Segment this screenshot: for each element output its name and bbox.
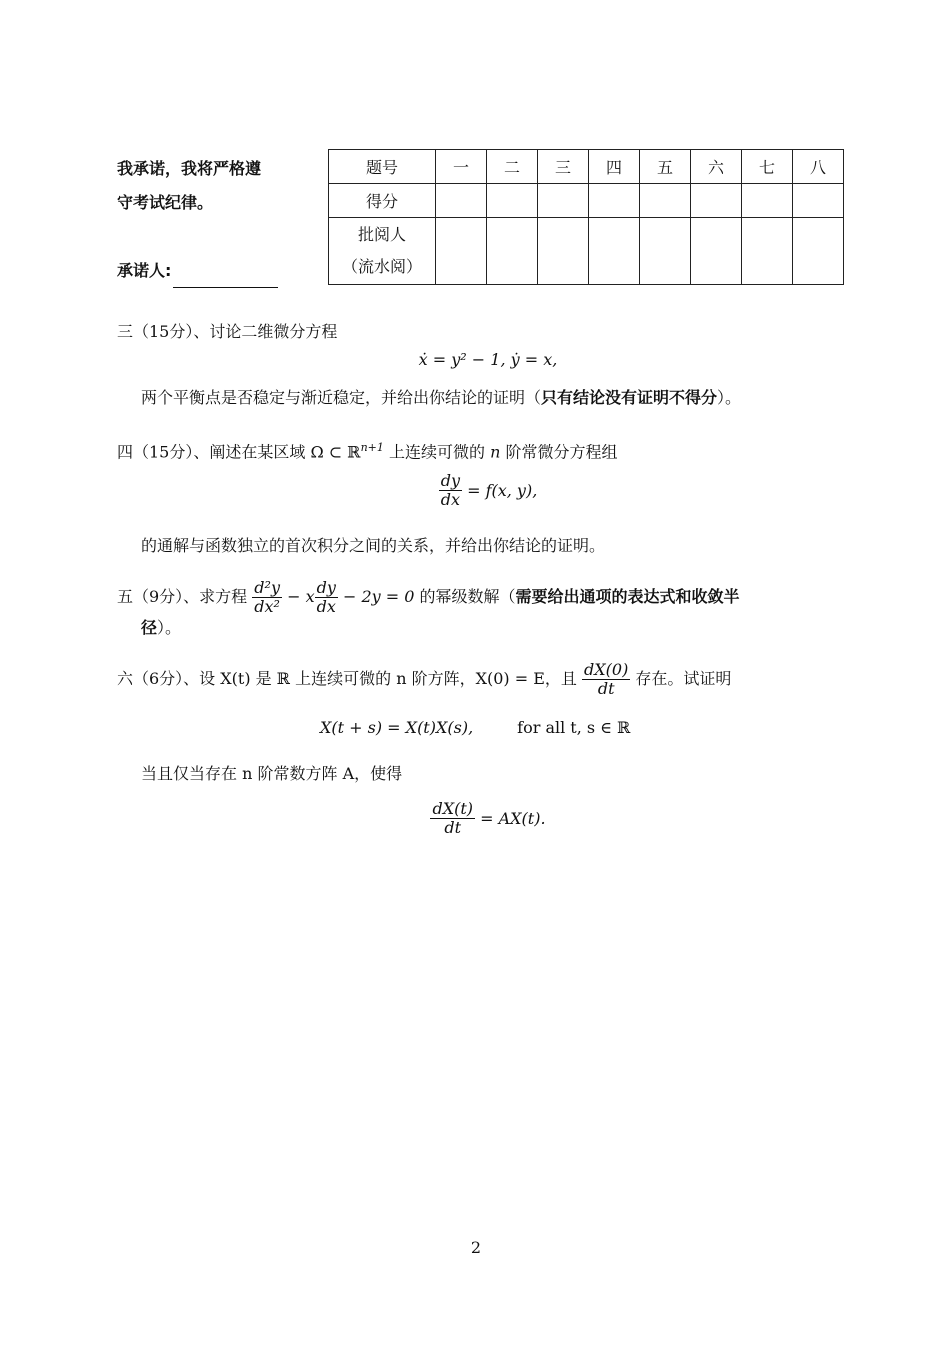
grader-cell[interactable]	[538, 218, 589, 285]
q4-eq-rhs: = f(x, y),	[467, 481, 538, 500]
q5-text: 的幂级数解（	[414, 587, 516, 606]
header-label: 题号	[329, 150, 436, 184]
signer-label: 承诺人:	[117, 261, 172, 280]
score-cell[interactable]	[487, 184, 538, 218]
score-cell[interactable]	[436, 184, 487, 218]
signature-line[interactable]	[173, 269, 278, 288]
q3-text-line	[141, 384, 851, 412]
score-cell[interactable]	[640, 184, 691, 218]
grader-cell[interactable]	[487, 218, 538, 285]
q5-f2-den: dx	[316, 597, 336, 616]
q5-fraction-2	[315, 579, 338, 616]
q5-fraction-1	[252, 579, 282, 616]
score-table	[328, 149, 844, 285]
q4-sup: n+1	[360, 441, 384, 454]
q6-eq-den: dt	[444, 818, 462, 837]
q6-text: 当且仅当存在 n 阶常数方阵 A，使得	[141, 764, 403, 783]
q6-f-num: dX(0)	[584, 660, 629, 679]
score-cell[interactable]	[742, 184, 793, 218]
q4-eq-den: dx	[440, 490, 460, 509]
q3-bold: 只有结论没有证明不得分	[541, 388, 718, 407]
pledge-block	[117, 152, 317, 288]
q5-f2-num: dy	[316, 578, 336, 597]
q6-equation: X(t + s) = X(t)X(s),	[320, 718, 474, 737]
q4-n: n	[490, 442, 501, 462]
score-cell[interactable]	[793, 184, 844, 218]
q5-minus-x: − x	[287, 587, 315, 606]
score-row	[329, 184, 844, 218]
column-1: 一	[436, 150, 487, 184]
column-8: 八	[793, 150, 844, 184]
column-4: 四	[589, 150, 640, 184]
q3-suffix: ）。	[717, 388, 742, 407]
grader-cell[interactable]	[691, 218, 742, 285]
q6-eq-num: dX(t)	[432, 799, 473, 818]
q4-text: 的通解与函数独立的首次积分之间的关系，并给出你结论的证明。	[141, 536, 606, 555]
q5-f1-den: dx²	[254, 597, 280, 616]
q3-prefix: 三（15分）、讨论二维微分方程	[117, 322, 338, 341]
q4-suffix: 阶常微分方程组	[500, 442, 618, 462]
q6-equation-line	[320, 714, 630, 742]
q3-text: 两个平衡点是否稳定与渐近稳定，并给出你结论的证明（	[141, 388, 542, 407]
score-label: 得分	[329, 184, 436, 218]
q6-result-equation	[0, 800, 952, 837]
grader-label-2: （流水阅）	[341, 257, 422, 276]
score-cell[interactable]	[691, 184, 742, 218]
grader-row	[329, 218, 844, 285]
pledge-line-1: 我承诺，我将严格遵	[117, 159, 262, 178]
pledge-line-2: 守考试纪律。	[117, 193, 214, 212]
column-5: 五	[640, 150, 691, 184]
q5-prefix: 五（9分）、求方程	[117, 587, 248, 606]
column-3: 三	[538, 150, 589, 184]
score-cell[interactable]	[589, 184, 640, 218]
column-7: 七	[742, 150, 793, 184]
q6-eq-rhs: = AX(t).	[480, 809, 546, 828]
q5-bold-2: 径	[141, 618, 158, 637]
q3-equation: ẋ = y² − 1, ẏ = x,	[418, 350, 558, 369]
q5-f1-num: d²y	[254, 578, 280, 597]
q5-bold-1: 需要给出通项的表达式和收敛半	[515, 587, 740, 606]
q4-eq-num: dy	[440, 471, 460, 490]
grader-cell[interactable]	[742, 218, 793, 285]
q5-line	[117, 576, 740, 618]
q6-result-fraction	[430, 800, 475, 837]
grader-cell[interactable]	[589, 218, 640, 285]
q6-suffix: 存在。试证明	[635, 669, 732, 688]
q4-prefix: 四（15分）、阐述在某区域 Ω ⊂ ℝ	[117, 442, 361, 462]
score-table-header-row	[329, 150, 844, 184]
q4-mid: 上连续可微的	[383, 442, 491, 462]
q6-prefix: 六（6分）、设 X(t) 是 ℝ 上连续可微的 n 阶方阵，X(0) = E，且	[117, 669, 577, 688]
grader-label	[329, 218, 436, 285]
page-number: 2	[470, 1238, 482, 1257]
column-6: 六	[691, 150, 742, 184]
grader-label-1: 批阅人	[357, 225, 406, 244]
q5-rest: − 2y = 0	[342, 587, 415, 606]
q6-fraction	[582, 661, 630, 698]
grader-cell[interactable]	[640, 218, 691, 285]
q6-f-den: dt	[597, 679, 615, 698]
q4-equation	[0, 472, 952, 509]
q6-forall: for all t, s ∈ ℝ	[517, 718, 631, 737]
grader-cell[interactable]	[436, 218, 487, 285]
q6-line	[117, 658, 731, 700]
score-cell[interactable]	[538, 184, 589, 218]
q5-suffix: ）。	[157, 618, 182, 637]
column-2: 二	[487, 150, 538, 184]
signer-row	[117, 254, 317, 288]
q4-fraction	[439, 472, 462, 509]
q4-prefix-line	[117, 434, 618, 466]
q5-second-line	[141, 614, 181, 642]
grader-cell[interactable]	[793, 218, 844, 285]
